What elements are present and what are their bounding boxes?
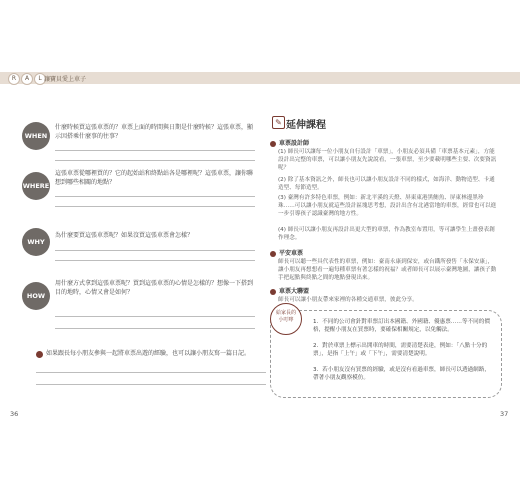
header-badges xyxy=(8,73,46,85)
answer-line xyxy=(55,196,255,197)
answer-line xyxy=(55,150,255,151)
bullet-icon xyxy=(270,289,276,295)
how-text: 用什麼方式拿到這張車票呢？買到這張車票的心情是怎樣的？想像一下搭到目的地時，心情又會是如何？ xyxy=(55,280,254,296)
book-icon: ✎ xyxy=(272,116,285,129)
why-label: WHY xyxy=(22,228,50,256)
section-heading xyxy=(270,248,303,257)
how-label: HOW xyxy=(22,282,50,310)
series-title: 讓寶貝愛上車子 xyxy=(44,76,87,83)
section-item: 師長可以讓小朋友帶來家裡的各種交通車票，彼此分享。 xyxy=(278,297,418,303)
tip-item: 2．對於車票上標示出開車的時間，需要清楚表達，例如：「八點十分的票」，是指「上午」或「下午」，需要清楚說明。 xyxy=(313,343,488,357)
tip-item: 3．若小朋友沒有買票的經驗，或是沒有看過車票，師長可以透過網路，帶著小朋友觀察模仿。 xyxy=(313,367,490,381)
page-number-left: 36 xyxy=(10,410,19,418)
section-heading xyxy=(270,286,309,295)
bullet-icon xyxy=(270,251,276,257)
why-text: 為什麼要買這張車票呢？如果沒買這張車票會怎樣？ xyxy=(55,232,194,239)
answer-line xyxy=(55,206,255,207)
when-label: WHEN xyxy=(22,122,50,150)
section-item: (1) 師長可以讓每一位小朋友自行設計「車票」，小朋友必須具備「車票基本元素」，方能設計出完整的車票，可以讓小朋友先說說看，一張車票，至少要載明哪些主要、次要資訊呢？ xyxy=(278,149,497,171)
answer-line xyxy=(55,316,255,317)
answer-line xyxy=(55,250,255,251)
note-text: 如果跟長每小朋友參與一起將車票出遊的經驗，也可以讓小朋友寫一篇日記。 xyxy=(46,350,251,357)
answer-line xyxy=(36,372,266,373)
note-icon xyxy=(36,351,43,358)
where-label: WHERE xyxy=(22,172,50,200)
answer-line xyxy=(36,384,266,385)
section-item: (2) 除了基本資訊之外，師長也可以讓小朋友設計不同的樣式，如海洋、動物造型、卡通造型、每節造型。 xyxy=(278,177,495,191)
page-title: 延伸課程 xyxy=(286,120,326,131)
page-number-right: 37 xyxy=(500,410,509,418)
tip-item: 1．不同的公司會針對車票訂出本國籍、外國籍、優惠票……等不同的價格，提醒小朋友在買票時，要確保相關規定，以免觸法。 xyxy=(313,319,490,333)
header-badge: A xyxy=(21,73,33,85)
header-badge: R xyxy=(8,73,20,85)
where-text: 這張車票從哪裡買的？它的起始站和終點站各是哪裡呢？這張車票，讓你聯想到哪些相關的地點？ xyxy=(55,170,254,186)
section-heading-text: 車票設計師 xyxy=(279,140,310,147)
tips-label: 給家長的小叮嚀 xyxy=(275,310,296,323)
bullet-icon xyxy=(270,141,276,147)
section-heading-text: 車票大聯盟 xyxy=(279,288,310,295)
header-badge: L xyxy=(34,73,46,85)
section-item: (3) 臺灣有許多特色車票，例如：新北平溪的天燈、屏東東港黑鮪魚、屏東林邊黑珍珠……可以讓小朋友就這些設計區塊思考想，設計出含有北港當地的車票，經常也可以進一步引導孩子認識臺灣的地方性。 xyxy=(278,195,497,217)
when-text: 什麼時候買這張車票的？車票上面的時間與日期是什麼時候？這張車票，顯示因搭乘什麼事的往事？ xyxy=(55,124,254,140)
section-heading xyxy=(270,138,309,147)
section-item: 師長可以聽一些具代表性的車票，例如：臺南永康到保安，或台鐵所發售「永保安康」，讓小朋友再想想看一遍每種車票有著怎樣的祝福？或者師長可以展示臺灣地圖，讓孩子動手把起點與終點之間的地點發現出來。 xyxy=(278,259,497,281)
section-heading-text: 平安車票 xyxy=(279,250,304,257)
answer-line xyxy=(55,328,255,329)
section-item: (4) 師長可以讓小朋友再設計出更大型的車票，作為教室布置用，等可讓學生上畫發表創作理念。 xyxy=(278,227,495,241)
answer-line xyxy=(55,260,255,261)
answer-line xyxy=(55,160,255,161)
